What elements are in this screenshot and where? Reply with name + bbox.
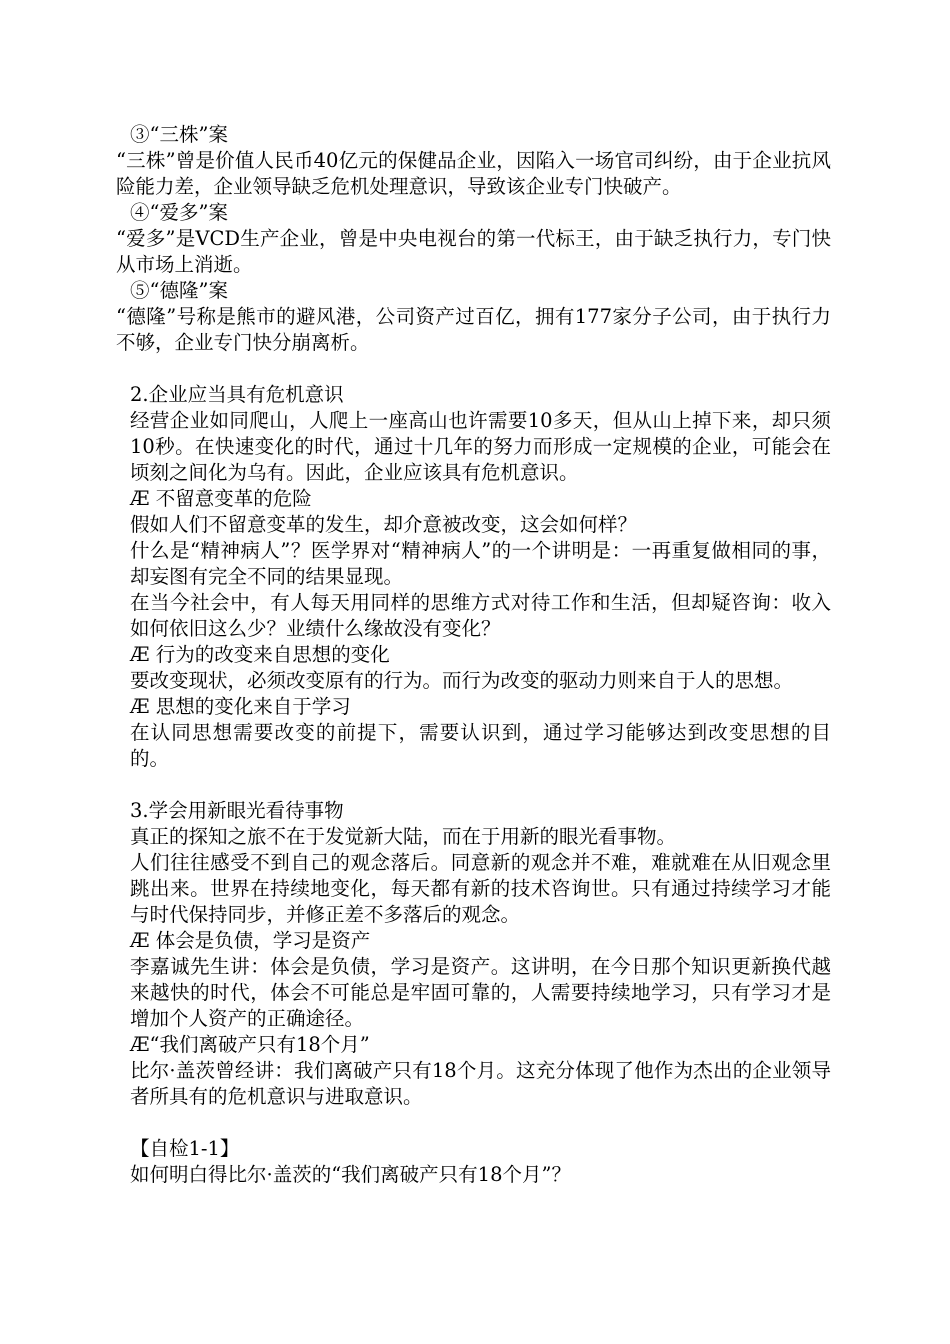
subheading-experience-debt: Æ 体会是负债，学习是资产 bbox=[130, 929, 371, 952]
paragraph-change-question: 假如人们不留意变革的发生，却介意被改变，这会如何样？ bbox=[130, 513, 638, 536]
subheading-18-months: Æ“我们离破产只有18个月” bbox=[130, 1033, 370, 1056]
paragraph-delong: “德隆”号称是熊市的避风港，公司资产过百亿，拥有177家分子公司，由于执行力不够，企业专门快分崩离析。 bbox=[116, 305, 831, 354]
self-check-heading: 【自检1-1】 bbox=[130, 1137, 240, 1160]
subheading-change-danger: Æ 不留意变革的危险 bbox=[130, 487, 312, 510]
blank-line bbox=[116, 356, 831, 382]
subheading-behavior-change: Æ 行为的改变来自思想的变化 bbox=[130, 643, 390, 666]
paragraph-bill-gates: 比尔·盖茨曾经讲：我们离破产只有18个月。这充分体现了他作为杰出的企业领导者所具有的危机意识与进取意识。 bbox=[130, 1059, 831, 1108]
paragraph-crisis-awareness: 经营企业如同爬山，人爬上一座高山也许需要10多天，但从山上掉下来，却只须10秒。在快速变化的时代，通过十几年的努力而形成一定规模的企业，可能会在顷刻之间化为乌有。因此，企业应该具有危机意识。 bbox=[130, 409, 831, 484]
document-page bbox=[116, 122, 831, 1188]
case-heading-aiduo: ④“爱多”案 bbox=[130, 201, 228, 224]
paragraph-aiduo: “爱多”是VCD生产企业，曾是中央电视台的第一代标王，由于缺乏执行力，专门快从市场上消逝。 bbox=[116, 227, 831, 276]
case-heading-delong: ⑤“德隆”案 bbox=[130, 279, 228, 302]
blank-line bbox=[116, 1110, 831, 1136]
paragraph-li-kashing: 李嘉诚先生讲：体会是负债，学习是资产。这讲明，在今日那个知识更新换代越来越快的时代，体会不可能总是牢固可靠的，人需要持续地学习，只有学习才是增加个人资产的正确途径。 bbox=[130, 955, 831, 1030]
subheading-thought-learning: Æ 思想的变化来自于学习 bbox=[130, 695, 351, 718]
paragraph-old-ideas: 人们往往感受不到自己的观念落后。同意新的观念并不难，难就难在从旧观念里跳出来。世界在持续地变化，每天都有新的技术咨询世。只有通过持续学习才能与时代保持同步，并修正差不多落后的观念。 bbox=[130, 851, 831, 926]
paragraph-thought: 在认同思想需要改变的前提下，需要认识到，通过学习能够达到改变思想的目的。 bbox=[130, 721, 831, 770]
paragraph-sanzhu: “三株”曾是价值人民币40亿元的保健品企业，因陷入一场官司纠纷，由于企业抗风险能力差，企业领导缺乏危机处理意识，导致该企业专门快破产。 bbox=[116, 149, 831, 198]
paragraph-behavior: 要改变现状，必须改变原有的行为。而行为改变的驱动力则来自于人的思想。 bbox=[130, 669, 794, 692]
blank-line bbox=[116, 772, 831, 798]
section-heading-2: 2.企业应当具有危机意识 bbox=[130, 383, 344, 406]
paragraph-definition: 什么是“精神病人”？医学界对“精神病人”的一个讲明是：一再重复做相同的事，却妄图有完全不同的结果显现。 bbox=[130, 539, 831, 588]
paragraph-new-eyes: 真正的探知之旅不在于发觉新大陆，而在于用新的眼光看事物。 bbox=[130, 825, 677, 848]
case-heading-sanzhu: ③“三株”案 bbox=[130, 123, 228, 146]
paragraph-society: 在当今社会中，有人每天用同样的思维方式对待工作和生活，但却疑咨询：收入如何依旧这么少？业绩什么缘故没有变化？ bbox=[130, 591, 831, 640]
self-check-question: 如何明白得比尔·盖茨的“我们离破产只有18个月”？ bbox=[130, 1163, 571, 1186]
section-heading-3: 3.学会用新眼光看待事物 bbox=[130, 799, 344, 822]
